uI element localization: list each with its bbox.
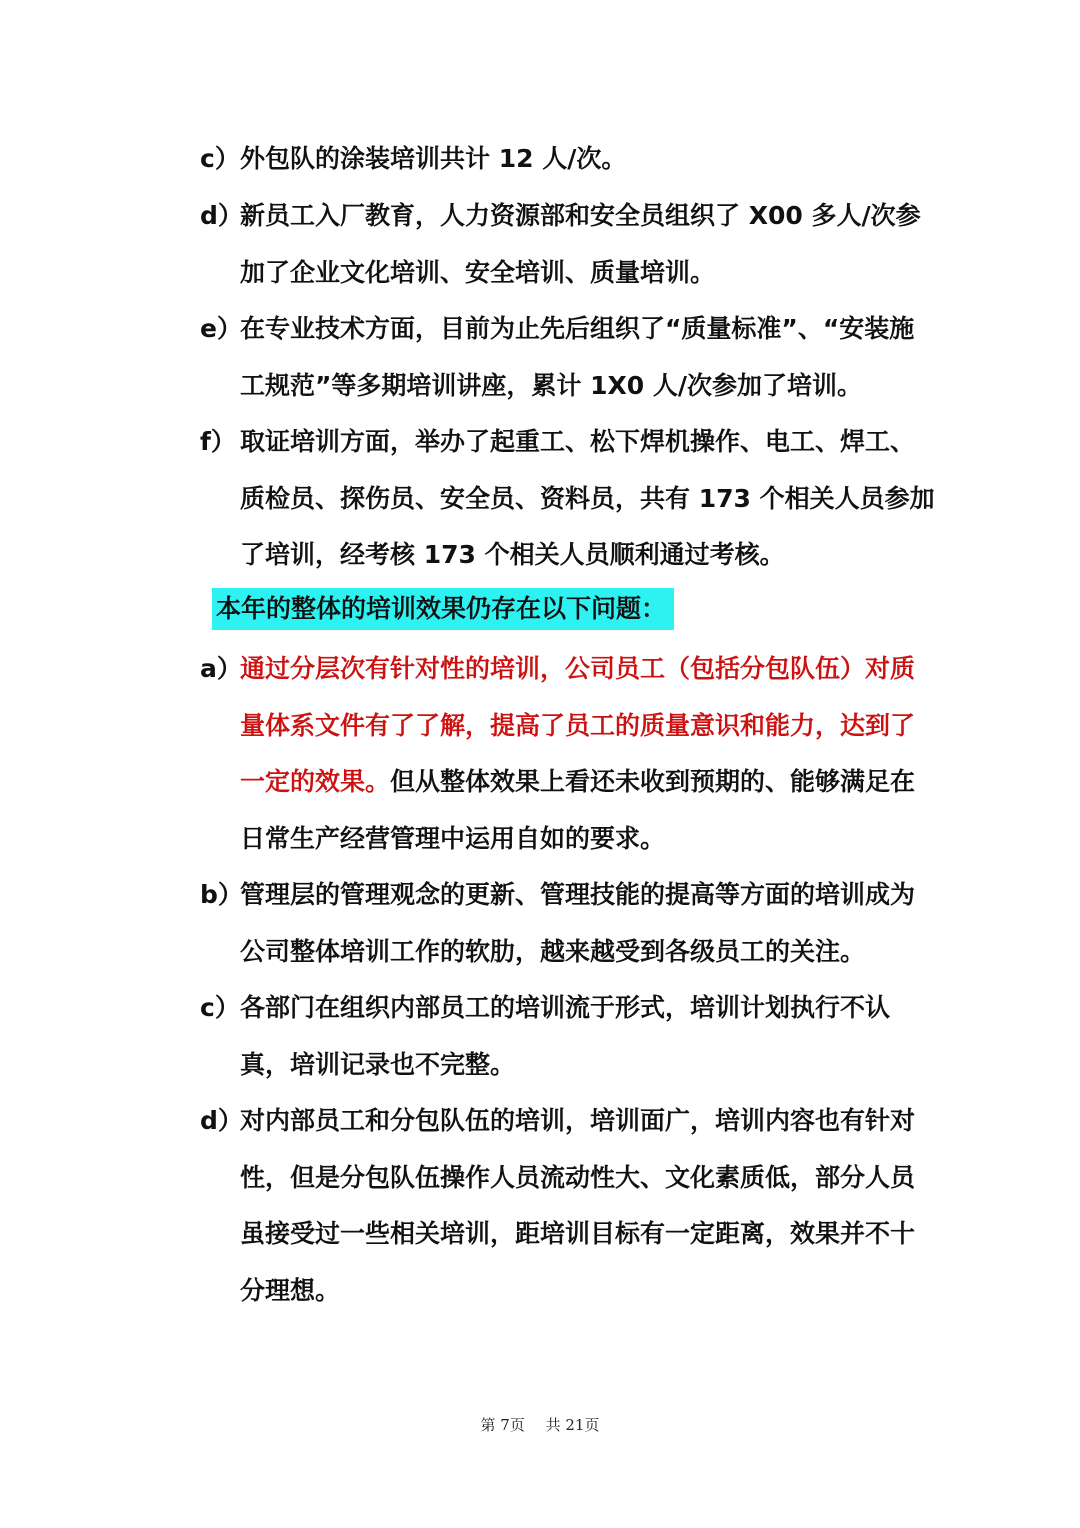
page-footer <box>0 1414 1080 1435</box>
item-line: 加了企业文化培训、安全培训、质量培训。 <box>240 257 716 287</box>
item-line: 日常生产经营管理中运用自如的要求。 <box>240 823 666 853</box>
item-line-red: 量体系文件有了了解，提高了员工的质量意识和能力，达到了 <box>240 710 916 740</box>
issue-item-d <box>200 1093 930 1319</box>
training-item-d <box>200 188 930 301</box>
item-line: 性，但是分包队伍操作人员流动性大、文化素质低，部分人员 <box>240 1162 916 1192</box>
item-marker: b） <box>200 880 243 909</box>
item-text: 但从整体效果上看还未收到预期的、能够满足在 <box>390 767 916 796</box>
item-line-mixed <box>240 754 930 811</box>
item-marker: f） <box>200 427 236 456</box>
issue-item-a <box>200 641 930 867</box>
training-item-e <box>200 301 930 414</box>
page-total: 共 21页 <box>545 1416 600 1434</box>
item-line: 公司整体培训工作的软肋，越来越受到各级员工的关注。 <box>240 936 866 966</box>
issues-heading: 本年的整体的培训效果仍存在以下问题： <box>212 588 674 630</box>
item-line: 在专业技术方面，目前为止先后组织了“质量标准”、“安装施 <box>240 314 915 343</box>
item-line: 工规范”等多期培训讲座，累计 1X0 人/次参加了培训。 <box>240 370 863 400</box>
item-line: 各部门在组织内部员工的培训流于形式，培训计划执行不认 <box>240 993 891 1022</box>
item-line: 取证培训方面，举办了起重工、松下焊机操作、电工、焊工、 <box>240 427 916 456</box>
item-marker: c） <box>200 993 240 1022</box>
item-marker: c） <box>200 144 240 173</box>
issue-item-c <box>200 980 930 1093</box>
item-marker: e） <box>200 314 242 343</box>
item-line: 了培训，经考核 173 个相关人员顺利通过考核。 <box>240 540 785 569</box>
issue-item-b <box>200 867 930 980</box>
item-line: 新员工入厂教育，人力资源部和安全员组织了 X00 多人/次参 <box>240 201 921 230</box>
item-line-red: 通过分层次有针对性的培训，公司员工（包括分包队伍）对质 <box>240 654 916 683</box>
item-line: 真，培训记录也不完整。 <box>240 1049 516 1079</box>
page-number: 第 7页 <box>480 1416 525 1434</box>
item-line: 对内部员工和分包队伍的培训，培训面广，培训内容也有针对 <box>240 1106 916 1135</box>
item-text-red: 一定的效果。 <box>240 767 391 796</box>
training-item-c <box>200 131 930 188</box>
item-marker: d） <box>200 1106 243 1135</box>
item-line: 管理层的管理观念的更新、管理技能的提高等方面的培训成为 <box>240 880 916 909</box>
item-marker: d） <box>200 201 243 230</box>
item-line: 分理想。 <box>240 1275 341 1305</box>
training-item-f <box>200 414 935 584</box>
item-line: 虽接受过一些相关培训，距培训目标有一定距离，效果并不十 <box>240 1219 916 1248</box>
item-marker: a） <box>200 654 242 683</box>
item-line: 质检员、探伤员、安全员、资料员，共有 173 个相关人员参加 <box>240 483 935 513</box>
item-line: 外包队的涂装培训共计 12 人/次。 <box>240 144 627 173</box>
